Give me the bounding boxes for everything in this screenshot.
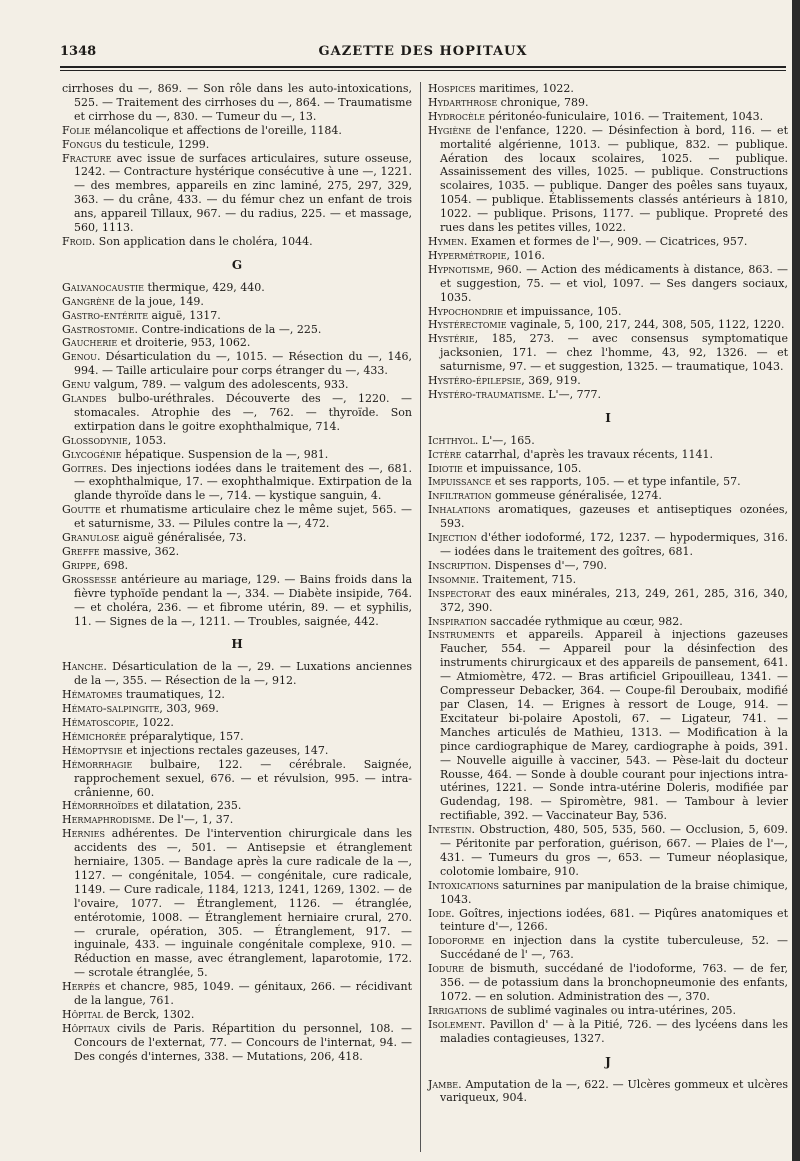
index-references: avec issue de surfaces articulaires, suture osseuse, 1242. — Contracture hystérique consécutive à une —, 1221. — des membres, appareils en zinc laminé, 275, 297, 329, 363. — du crâne, 433. — du fémur chez un enfant de trois ans, appareil Tillaux, 967. — du radius, 225. — et massage, 560, 1113. bbox=[74, 151, 412, 235]
index-entry bbox=[428, 489, 788, 503]
index-references: vaginale, 5, 100, 217, 244, 308, 505, 1122, 1220. bbox=[506, 318, 785, 332]
index-references: et droiterie, 953, 1062. bbox=[117, 336, 251, 350]
index-references: , 303, 969. bbox=[159, 702, 219, 716]
index-term: Intestin bbox=[428, 823, 472, 837]
index-term: Ichthyol bbox=[428, 433, 475, 447]
index-references: aromatiques, gazeuses et antiseptiques ozonées, 593. bbox=[440, 503, 788, 531]
index-references: . Son application dans le choléra, 1044. bbox=[91, 234, 313, 248]
index-references: péritonéo-funiculaire, 1016. — Traitement, 1043. bbox=[484, 109, 764, 123]
index-references: , 185, 273. — avec consensus symptomatique jacksonien, 171. — chez l'homme, 43, 92, 1326. — et saturnisme, 97. — et suggestion, 1325. — traumatique, 1043. bbox=[440, 332, 788, 374]
index-term: Hypochondrie bbox=[428, 304, 503, 318]
index-references: antérieure au mariage, 129. — Bains froids dans la fièvre typhoïde pendant la —, 334. — Diabète insipide, 764. — et choléra, 236. — et fibrome utérin, 89. — et syphilis, 11. — Signes de la —, 1211. — Troubles, saignée, 442. bbox=[74, 572, 412, 628]
index-entry bbox=[62, 1008, 412, 1022]
index-entry bbox=[62, 813, 412, 827]
index-entry bbox=[62, 799, 412, 813]
index-entry bbox=[62, 503, 412, 531]
index-term: Hystérectomie bbox=[428, 318, 507, 332]
index-term: Genu bbox=[62, 378, 91, 392]
index-references: aiguë, 1317. bbox=[148, 308, 221, 322]
index-entry bbox=[62, 392, 412, 434]
index-references: . Examen et formes de l'—, 909. — Cicatrices, 957. bbox=[463, 234, 748, 248]
index-term: Hystéro-épilepsie bbox=[428, 374, 522, 388]
index-term: Hydarthrose bbox=[428, 95, 498, 109]
index-term: Iodure bbox=[428, 962, 464, 976]
index-entry bbox=[62, 378, 412, 392]
index-references: massive, 362. bbox=[99, 545, 180, 558]
index-entry bbox=[62, 323, 412, 337]
index-references: traumatiques, 12. bbox=[122, 688, 225, 702]
index-references: et injections rectales gazeuses, 147. bbox=[122, 743, 329, 757]
index-entry bbox=[62, 309, 412, 323]
section-letter: J bbox=[605, 1054, 611, 1069]
index-term: Inspiration bbox=[428, 614, 487, 628]
index-references: et dilatation, 235. bbox=[138, 799, 242, 813]
index-term: Gastrostomie bbox=[62, 322, 135, 336]
index-references: , 1016. bbox=[506, 248, 545, 262]
index-term: Hypnotisme bbox=[428, 262, 490, 276]
index-entry bbox=[428, 475, 788, 489]
index-references: gommeuse généralisée, 1274. bbox=[491, 489, 662, 503]
index-entry bbox=[62, 152, 412, 235]
index-references: . Traitement, 715. bbox=[475, 572, 577, 586]
index-references: et rhumatisme articulaire chez le même sujet, 565. — et saturnisme, 33. — Pilules contre la —, 472. bbox=[74, 503, 412, 531]
index-term: Galvanocaustie bbox=[62, 280, 144, 294]
index-references: de sublimé vaginales ou intra-utérines, 205. bbox=[486, 1003, 737, 1017]
index-references: adhérentes. De l'intervention chirurgicale dans les accidents des —, 501. — Antisepsie et étranglement herniaire, 1305. — Bandage après la cure radicale de la —, 1127. — congénitale, 1054. — congénitale, cure radicale, 1149. — Cure radicale, 1184, 1213, 1241, 1269, 1302. — de l'ovaire, 1077. — Étranglement, 1126. — étranglée, entérotomie, 1008. — Étranglement herniaire crural, 270. — crurale, opération, 305. — Étranglement, 917. — inguinale, 433. — inguinale congénitale complexe, 910. — Réduction en masse, avec étranglement, laparotomie, 172. — scrotale étranglée, 5. bbox=[74, 827, 412, 980]
index-entry bbox=[62, 462, 412, 504]
index-entry bbox=[428, 305, 788, 319]
index-references: . Obstruction, 480, 505, 535, 560. — Occlusion, 5, 609. — Péritonite par perforation, guérison, 667. — Plaies de l'—, 431. — Tumeurs du gros —, 653. — Tumeur néoplasique, colotomie lombaire, 910. bbox=[440, 823, 788, 878]
index-term: Hospices bbox=[428, 82, 476, 95]
index-term: Hôpital bbox=[62, 1008, 103, 1021]
index-entry bbox=[62, 124, 412, 138]
page-number: 1348 bbox=[60, 44, 97, 59]
index-references: de la joue, 149. bbox=[114, 294, 204, 308]
index-references: civils de Paris. Répartition du personnel, 108. — Concours de l'externat, 77. — Concours de l'internat, 94. — Des congés d'internes, 338. — Mutations, 206, 418. bbox=[74, 1021, 412, 1063]
index-entry bbox=[62, 716, 412, 730]
index-references: saturnines par manipulation de la braise chimique, 1043. bbox=[440, 878, 788, 906]
index-term: Hygiène bbox=[428, 123, 472, 137]
index-entry bbox=[428, 96, 788, 110]
index-references: chronique, 789. bbox=[497, 95, 589, 109]
index-term: Injection bbox=[428, 531, 477, 545]
index-term: Hôpitaux bbox=[62, 1021, 110, 1035]
index-entry bbox=[428, 1018, 788, 1046]
index-term: Grippe bbox=[62, 558, 97, 572]
index-entry bbox=[428, 503, 788, 531]
index-term: Fongus bbox=[62, 137, 102, 151]
page-edge bbox=[792, 0, 800, 1161]
index-references: . Pavillon d' — à la Pitié, 726. — des lycéens dans les maladies contagieuses, 1327. bbox=[440, 1017, 788, 1045]
index-references: thermique, 429, 440. bbox=[143, 280, 265, 294]
index-entry bbox=[62, 660, 412, 688]
index-references: en injection dans la cystite tuberculeuse, 52. — Succédané de l' —, 763. bbox=[440, 934, 788, 962]
index-term: Gastro-entérite bbox=[62, 308, 149, 322]
index-term: Hystérie bbox=[428, 332, 475, 346]
index-entry bbox=[62, 559, 412, 573]
index-term: Goutte bbox=[62, 503, 101, 517]
index-references: . Dispenses d'—, 790. bbox=[487, 558, 608, 572]
index-references: et impuissance, 105. bbox=[502, 304, 622, 318]
index-term: Greffe bbox=[62, 545, 100, 558]
index-entry bbox=[428, 82, 788, 96]
index-references: . Goîtres, injections iodées, 681. — Piqûres anatomiques et teinture d'—, 1266. bbox=[440, 906, 788, 934]
header-rule-thin bbox=[60, 70, 786, 71]
index-entry bbox=[428, 462, 788, 476]
index-references: . Amputation de la —, 622. — Ulcères gommeux et ulcères variqueux, 904. bbox=[440, 1077, 788, 1105]
index-entry bbox=[62, 980, 412, 1008]
index-references: bulbo-uréthrales. Découverte des —, 1220. — stomacales. Atrophie des —, 762. — thyroïde. Son extirpation dans le goitre exophthalmique, 714. bbox=[74, 392, 412, 433]
index-references: valgum, 789. — valgum des adolescents, 933. bbox=[90, 378, 349, 392]
index-term: Hématomes bbox=[62, 688, 123, 702]
index-entry bbox=[428, 110, 788, 124]
index-entry bbox=[428, 531, 788, 559]
index-term: Instruments bbox=[428, 628, 495, 642]
index-term: Hémorrhoïdes bbox=[62, 799, 139, 813]
index-term: Hémato-salpingite bbox=[62, 702, 160, 716]
index-references: . De l'—, 1, 37. bbox=[151, 813, 234, 827]
index-references: d'éther iodoformé, 172, 1237. — hypodermiques, 316. — iodées dans le traitement des goîtres, 681. bbox=[440, 531, 788, 558]
index-references: . Contre-indications de la —, 225. bbox=[134, 322, 322, 336]
index-references: de bismuth, succédané de l'iodoforme, 763. — de fer, 356. — de potassium dans la bronchopneumonie des enfants, 1072. — en solution. Administration des —, 370. bbox=[440, 962, 788, 1003]
index-term: Insomnie bbox=[428, 572, 476, 586]
index-references: maritimes, 1022. bbox=[475, 82, 574, 95]
index-references: préparalytique, 157. bbox=[126, 729, 244, 743]
index-entry bbox=[62, 688, 412, 702]
index-entry bbox=[428, 879, 788, 907]
index-term: Glossodynie bbox=[62, 433, 128, 447]
index-term: Herpès bbox=[62, 980, 101, 994]
index-entry bbox=[428, 1078, 788, 1106]
index-references: , 960. — Action des médicaments à distance, 863. — et suggestion, 75. — et viol, 1097. — Ses dangers sociaux, 1035. bbox=[440, 262, 788, 304]
index-entry bbox=[62, 448, 412, 462]
index-entry bbox=[62, 235, 412, 249]
column-divider bbox=[420, 82, 421, 1152]
index-entry bbox=[428, 559, 788, 573]
index-term: Inscription bbox=[428, 558, 488, 572]
index-entry bbox=[62, 827, 412, 980]
index-references: . Désarticulation du —, 1015. — Résection du —, 146, 994. — Taille articulaire pour corps étranger du —, 433. bbox=[74, 350, 412, 378]
index-column-right bbox=[428, 82, 788, 1105]
index-entry bbox=[428, 615, 788, 629]
index-entry bbox=[428, 907, 788, 935]
index-term: Hernies bbox=[62, 827, 105, 841]
page-header bbox=[60, 44, 786, 66]
index-references: . Des injections iodées dans le traitement des —, 681. — exophthalmique, 17. — exophthalmique. Extirpation de la glande thyroïde dans le —, 714. — kystique sanguin, 4. bbox=[74, 461, 412, 503]
index-entry bbox=[62, 336, 412, 350]
index-term: Iodoforme bbox=[428, 934, 485, 948]
index-entry bbox=[62, 295, 412, 309]
index-entry bbox=[428, 388, 788, 402]
index-entry bbox=[428, 235, 788, 249]
index-references: catarrhal, d'après les travaux récents, 1141. bbox=[461, 447, 713, 461]
index-references: et chancre, 985, 1049. — génitaux, 266. — récidivant de la langue, 761. bbox=[74, 980, 412, 1008]
index-term: Inspectorat bbox=[428, 586, 491, 600]
section-letter: G bbox=[231, 257, 243, 272]
index-term: Hermaphrodisme bbox=[62, 813, 152, 827]
index-term: Granulose bbox=[62, 531, 120, 545]
index-references: . L'—, 777. bbox=[541, 387, 602, 401]
index-references: de l'enfance, 1220. — Désinfection à bord, 116. — et mortalité algérienne, 1013. — publique, 832. — publique. Aération des locaux scolaires, 1025. — publique. Assainissement des villes, 1025. — publique. Constructions scolaires, 1035. — publique. Danger des poêles sans tuyaux, 1054. — publique. Établissements classés antérieurs à 1810, 1022. — publique. Prisons, 1177. — publique. Propreté des rues dans les petites villes, 1022. bbox=[440, 123, 788, 235]
index-entry bbox=[62, 545, 412, 559]
index-entry bbox=[428, 628, 788, 823]
index-entry bbox=[62, 744, 412, 758]
journal-title: GAZETTE DES HOPITAUX bbox=[318, 44, 528, 59]
index-term: Gangrène bbox=[62, 294, 115, 308]
index-term: Irrigations bbox=[428, 1003, 487, 1017]
index-entry bbox=[62, 434, 412, 448]
index-column-left bbox=[62, 82, 412, 1064]
index-term: Fracture bbox=[62, 151, 112, 165]
index-references: bulbaire, 122. — cérébrale. Saignée, rapprochement sexuel, 676. — et révulsion, 995. — intra-crânienne, 60. bbox=[74, 757, 412, 799]
index-entry bbox=[428, 573, 788, 587]
index-term: Hémichorée bbox=[62, 729, 127, 743]
index-term: Folie bbox=[62, 123, 91, 137]
index-references: cirrhoses du —, 869. — Son rôle dans les auto-intoxications, 525. — Traitement des cirrhoses du —, 864. — Traumatisme et cirrhose du —, 830. — Tumeur du —, 13. bbox=[62, 82, 412, 123]
index-entry bbox=[62, 758, 412, 800]
index-term: Ictère bbox=[428, 447, 462, 461]
index-entry bbox=[62, 730, 412, 744]
section-letter: I bbox=[605, 410, 611, 425]
index-term: Jambe bbox=[428, 1077, 459, 1091]
index-references: , 698. bbox=[96, 558, 129, 572]
index-entry bbox=[428, 1004, 788, 1018]
index-entry bbox=[62, 573, 412, 629]
header-rule bbox=[60, 66, 786, 68]
index-entry bbox=[428, 434, 788, 448]
index-term: Hypermétropie bbox=[428, 248, 507, 262]
index-references: saccadée rythmique au cœur, 982. bbox=[486, 614, 683, 628]
index-references: de Berck, 1302. bbox=[102, 1008, 195, 1021]
index-entry bbox=[62, 281, 412, 295]
index-term: Idiotie bbox=[428, 461, 463, 475]
index-references: du testicule, 1299. bbox=[101, 137, 210, 151]
index-term: Intoxications bbox=[428, 878, 499, 892]
index-entry bbox=[428, 249, 788, 263]
index-term: Glandes bbox=[62, 392, 107, 406]
index-entry bbox=[428, 318, 788, 332]
index-references: hépatique. Suspension de la —, 981. bbox=[121, 447, 329, 461]
index-term: Isolement bbox=[428, 1017, 482, 1031]
index-term: Inhalations bbox=[428, 503, 491, 517]
index-references: et appareils. Appareil à injections gazeuses Faucher, 554. — Appareil pour la désinfection des instruments chirurgicaux et des appareils de pansement, 641. — Atmiomètre, 472. — Bras artificiel Gripouilleau, 1341. — Compresseur Debacker, 364. — Coupe-fil Deroubaix, modifié par Clasen, 14. — Erignes à ressort de Louge, 914. — Excitateur bi-polaire Apostoli, 67. — Ligateur, 741. — Manches articulés de Mathieu, 1313. — Modification à la pince cardiographique de Marey, cardiographe à poids, 391. — Nouvelle aiguille à vacciner, 543. — Pèse-lait du docteur Rousse, 464. — Sonde à double courant pour injections intra-utérines, 1221. — Sonde intra-utérine Doleris, modifiée par Gudendag, 198. — Spiromètre, 981. — Tambour à levier rectifiable, 392. — Vaccinateur Bay, 536. bbox=[440, 628, 788, 823]
index-term: Hanche bbox=[62, 660, 104, 674]
index-entry bbox=[428, 934, 788, 962]
index-term: Hystéro-traumatisme bbox=[428, 387, 542, 401]
index-entry bbox=[428, 587, 788, 615]
index-term: Gaucherie bbox=[62, 336, 118, 350]
index-term: Hémoptysie bbox=[62, 743, 123, 757]
index-entry bbox=[428, 448, 788, 462]
index-references: des eaux minérales, 213, 249, 261, 285, 316, 340, 372, 390. bbox=[440, 586, 788, 614]
index-term: Infiltration bbox=[428, 489, 492, 503]
index-term: Froid bbox=[62, 234, 92, 248]
index-references: , 1022. bbox=[135, 715, 174, 729]
index-entry bbox=[62, 138, 412, 152]
index-entry bbox=[62, 1022, 412, 1064]
index-entry bbox=[428, 332, 788, 374]
index-term: Impuissance bbox=[428, 475, 492, 489]
index-term: Hymen bbox=[428, 234, 464, 248]
index-references: et impuissance, 105. bbox=[462, 461, 582, 475]
index-entry bbox=[428, 962, 788, 1004]
index-references: , 369, 919. bbox=[521, 374, 581, 388]
index-references: , 1053. bbox=[127, 433, 167, 447]
index-entry bbox=[62, 702, 412, 716]
index-references: mélancolique et affections de l'oreille, 1184. bbox=[90, 123, 342, 137]
index-term: Glycogénie bbox=[62, 447, 122, 461]
index-references: aiguë généralisée, 73. bbox=[119, 531, 247, 545]
index-entry bbox=[428, 263, 788, 305]
index-term: Genou bbox=[62, 350, 97, 364]
index-references: et ses rapports, 105. — et type infantile, 57. bbox=[491, 475, 741, 489]
index-entry bbox=[62, 350, 412, 378]
index-term: Hydrocèle bbox=[428, 109, 485, 123]
index-entry bbox=[62, 531, 412, 545]
index-entry bbox=[428, 124, 788, 235]
index-references: . L'—, 165. bbox=[474, 433, 535, 447]
index-term: Iode bbox=[428, 906, 452, 920]
index-term: Hématoscopie bbox=[62, 715, 136, 729]
index-term: Hémorrhagie bbox=[62, 757, 133, 771]
index-entry bbox=[62, 82, 412, 124]
index-entry bbox=[428, 823, 788, 879]
index-entry bbox=[428, 374, 788, 388]
section-letter: H bbox=[231, 637, 243, 652]
index-term: Grossesse bbox=[62, 572, 117, 586]
index-references: . Désarticulation de la —, 29. — Luxations anciennes de la —, 355. — Résection de la —, 912. bbox=[74, 660, 412, 688]
index-term: Goitres bbox=[62, 461, 104, 475]
